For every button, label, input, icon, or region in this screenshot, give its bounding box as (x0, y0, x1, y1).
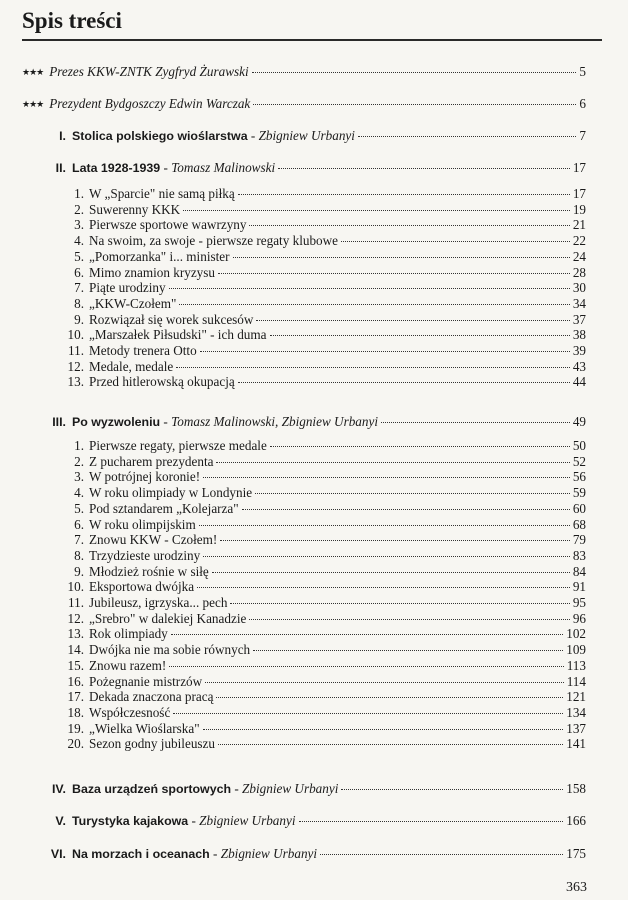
chapter-numeral: III. (52, 415, 66, 429)
subentry-title: Sezon godny jubileuszu (89, 736, 215, 752)
toc-subentry[interactable] (52, 658, 586, 673)
chapter-numeral: I. (59, 129, 66, 143)
toc-subentry[interactable] (52, 296, 586, 311)
subentry-title: Dwójka nie ma sobie równych (89, 642, 251, 658)
subentry-number: 4. (74, 485, 84, 501)
toc-page-number: 158 (566, 781, 586, 796)
subentry-number: 5. (74, 248, 84, 264)
dot-leader (341, 789, 563, 790)
dot-leader (216, 697, 563, 698)
subentry-number: 17. (67, 689, 84, 705)
toc-page-number: 39 (572, 343, 586, 358)
subentry-title: Piąte urodziny (89, 280, 166, 296)
dot-leader (212, 572, 570, 573)
subentry-number: 9. (74, 311, 84, 327)
chapter-title: Na morzach i oceanach (72, 847, 210, 861)
toc-page-number: 43 (572, 358, 586, 374)
stars-icon: ★★★ (22, 67, 44, 77)
subentry-number: 7. (74, 532, 84, 548)
toc-page-number: 30 (572, 280, 586, 296)
chapter-separator: - (247, 128, 259, 143)
toc-page-number: 22 (572, 233, 586, 249)
subentry-number: 4. (74, 233, 84, 249)
toc-page-number: 7 (579, 128, 586, 143)
subentry-number: 12. (67, 610, 84, 626)
dot-leader (218, 744, 563, 745)
subentry-title: Znowu razem! (89, 657, 167, 673)
toc-subentry[interactable] (52, 517, 586, 532)
dot-leader (218, 273, 570, 274)
subentry-title: W „Sparcie" nie samą piłką (89, 186, 235, 201)
chapter-author: Tomasz Malinowski (171, 160, 276, 175)
toc-subentry[interactable] (52, 642, 586, 657)
dot-leader (197, 587, 570, 588)
toc-subentry[interactable] (52, 721, 586, 736)
dot-leader (205, 682, 564, 683)
toc-page-number: 91 (572, 579, 586, 595)
toc-page-number: 5 (579, 64, 586, 79)
toc-subentry[interactable] (52, 438, 586, 453)
dot-leader (230, 603, 569, 604)
subentry-title: Przed hitlerowską okupacją (89, 374, 235, 390)
subentry-number: 19. (67, 720, 84, 736)
chapter-c6[interactable] (36, 846, 586, 862)
toc-entry-text: Prezes KKW-ZNTK Zygfryd Żurawski (49, 64, 249, 79)
toc-page-number: 21 (572, 217, 586, 233)
subentry-title: Dekada znaczona pracą (89, 689, 214, 705)
subentry-number: 1. (74, 186, 84, 201)
subentry-title: Młodzież rośnie w siłę (89, 563, 209, 579)
subentry-title: Pod sztandarem „Kolejarza" (89, 500, 239, 516)
dot-leader (270, 446, 570, 447)
subentry-title: Pierwsze sportowe wawrzyny (89, 217, 247, 233)
dot-leader (249, 619, 569, 620)
subentry-title: „KKW-Czołem" (89, 295, 177, 311)
toc-subentry[interactable] (52, 469, 586, 484)
dot-leader (256, 320, 569, 321)
toc-page-number: 56 (572, 469, 586, 485)
chapter-numeral: V. (55, 814, 66, 828)
dot-leader (358, 136, 576, 137)
toc-page-number: 83 (572, 547, 586, 563)
subentry-title: W roku olimpiady w Londynie (89, 485, 253, 501)
chapter-title: Lata 1928-1939 (72, 161, 161, 175)
subentry-number: 20. (67, 736, 84, 752)
subentry-title: Suwerenny KKK (89, 201, 181, 217)
subentry-number: 7. (74, 280, 84, 296)
subentry-title: Mimo znamion kryzysu (89, 264, 215, 280)
toc-page-number: 175 (566, 846, 586, 861)
toc-subentry[interactable] (52, 280, 586, 295)
subentry-number: 18. (67, 704, 84, 720)
toc-subentry[interactable] (52, 343, 586, 358)
chapter-title: Po wyzwoleniu (72, 415, 161, 429)
subentry-number: 8. (74, 547, 84, 563)
dot-leader (278, 168, 570, 169)
dot-leader (176, 367, 570, 368)
toc-page-number: 102 (566, 626, 586, 642)
subentry-title: W potrójnej koronie! (89, 469, 201, 485)
toc-subentry[interactable] (52, 359, 586, 374)
chapter-title: Baza urządzeń sportowych (72, 782, 232, 796)
toc-page-number: 141 (566, 736, 586, 752)
toc-page-number: 109 (566, 642, 586, 658)
toc-subentry[interactable] (52, 202, 586, 217)
chapter-title: Turystyka kajakowa (72, 814, 189, 828)
stars-icon: ★★★ (22, 99, 44, 109)
toc-page-number: 59 (572, 485, 586, 501)
chapter-author: Zbigniew Urbanyi (258, 128, 355, 143)
subentry-number: 5. (74, 500, 84, 516)
subentry-title: „Srebro" w dalekiej Kanadzie (89, 610, 247, 626)
dot-leader (173, 713, 563, 714)
dot-leader (341, 241, 570, 242)
chapter-separator: - (160, 160, 172, 175)
subentry-number: 2. (74, 453, 84, 469)
toc-subentry[interactable] (52, 217, 586, 232)
toc-page-number: 114 (566, 673, 586, 689)
chapter-numeral: VI. (50, 847, 66, 861)
subentry-title: Współczesność (89, 704, 171, 720)
toc-page-number: 28 (572, 264, 586, 280)
toc-page-number: 166 (566, 813, 586, 828)
subentry-number: 16. (67, 673, 84, 689)
toc-subentry[interactable] (52, 564, 586, 579)
dot-leader (179, 304, 569, 305)
dot-leader (200, 351, 570, 352)
chapter-author: Zbigniew Urbanyi (242, 781, 339, 796)
dot-leader (203, 556, 570, 557)
toc-subentry[interactable] (52, 233, 586, 248)
chapter-numeral: IV. (51, 782, 66, 796)
subentry-number: 11. (68, 595, 84, 610)
toc-page-number: 95 (572, 595, 586, 610)
toc-page-number: 52 (572, 453, 586, 469)
toc-page-number: 44 (572, 374, 586, 390)
toc-entry-president-city[interactable] (22, 96, 586, 113)
subentry-title: Rok olimpiady (89, 626, 168, 642)
toc-page-number: 137 (566, 720, 586, 736)
subentry-title: Metody trenera Otto (89, 343, 197, 358)
subentry-number: 9. (74, 563, 84, 579)
subentry-title: Na swoim, za swoje - pierwsze regaty klubowe (89, 233, 339, 249)
toc-subentry[interactable] (52, 705, 586, 720)
subentry-number: 8. (74, 295, 84, 311)
toc-subentry[interactable] (52, 454, 586, 469)
toc-subentry[interactable] (52, 579, 586, 594)
chapter-c3[interactable] (36, 414, 586, 430)
toc-page-number: 17 (572, 186, 586, 201)
toc-page-number: 17 (572, 160, 586, 175)
dot-leader (169, 666, 563, 667)
toc-page-number: 37 (572, 311, 586, 327)
toc-subentry[interactable] (52, 736, 586, 751)
dot-leader (299, 821, 564, 822)
chapter-separator: - (231, 781, 243, 796)
toc-page-number: 84 (572, 563, 586, 579)
dot-leader (242, 509, 570, 510)
subentry-title: Eksportowa dwójka (89, 579, 195, 595)
toc-subentry[interactable] (52, 249, 586, 264)
chapter-author: Tomasz Malinowski, Zbigniew Urbanyi (171, 414, 378, 429)
subentry-number: 12. (67, 358, 84, 374)
dot-leader (203, 729, 564, 730)
toc-subentry[interactable] (52, 548, 586, 563)
toc-page-number: 121 (566, 689, 586, 705)
toc-subentry[interactable] (52, 611, 586, 626)
subentry-title: „Wielka Wioślarska" (89, 720, 200, 736)
dot-leader (253, 650, 563, 651)
chapter-author: Zbigniew Urbanyi (199, 813, 296, 828)
toc-page-number: 79 (572, 532, 586, 548)
dot-leader (252, 72, 577, 73)
subentry-number: 2. (74, 201, 84, 217)
dot-leader (233, 257, 570, 258)
dot-leader (253, 104, 576, 105)
subentry-title: Jubileusz, igrzyska... pech (89, 595, 228, 610)
subentry-number: 10. (67, 327, 84, 343)
toc-page-number: 134 (566, 704, 586, 720)
subentry-title: „Marszałek Piłsudski" - ich duma (89, 327, 267, 343)
toc-subentry[interactable] (52, 626, 586, 641)
page-title: Spis treści (22, 8, 122, 33)
title-rule (22, 39, 602, 41)
chapter-title: Stolica polskiego wioślarstwa (72, 129, 248, 143)
dot-leader (171, 634, 563, 635)
dot-leader (220, 540, 570, 541)
subentry-title: Pożegnanie mistrzów (89, 673, 203, 689)
dot-leader (238, 194, 570, 195)
toc-subentry[interactable] (52, 532, 586, 547)
dot-leader (320, 854, 563, 855)
toc-subentry[interactable] (52, 374, 586, 389)
subentry-number: 3. (74, 469, 84, 485)
subentry-number: 14. (67, 642, 84, 658)
subentry-title: „Pomorzanka" i... minister (89, 248, 230, 264)
chapter-c4[interactable] (36, 781, 586, 797)
toc-page-number: 38 (572, 327, 586, 343)
toc-page-number: 96 (572, 610, 586, 626)
subentry-title: Pierwsze regaty, pierwsze medale (89, 438, 267, 453)
toc-page-number: 49 (572, 414, 586, 429)
dot-leader (183, 210, 570, 211)
subentry-title: Rozwiązał się worek sukcesów (89, 311, 254, 327)
dot-leader (249, 225, 569, 226)
toc-entry-president-kkw[interactable] (22, 64, 586, 81)
chapter-separator: - (209, 846, 221, 861)
toc-subentry[interactable] (52, 674, 586, 689)
subentry-number: 13. (67, 626, 84, 642)
chapter-separator: - (188, 813, 200, 828)
subentry-title: Trzydzieste urodziny (89, 547, 201, 563)
dot-leader (199, 525, 570, 526)
toc-subentry[interactable] (52, 485, 586, 500)
subentry-number: 10. (67, 579, 84, 595)
dot-leader (238, 382, 570, 383)
toc-subentry[interactable] (52, 327, 586, 342)
subentry-number: 6. (74, 516, 84, 532)
toc-page-number: 19 (572, 201, 586, 217)
toc-subentry[interactable] (52, 595, 586, 610)
toc-subentry[interactable] (52, 312, 586, 327)
chapter-author: Zbigniew Urbanyi (220, 846, 318, 861)
subentry-title: W roku olimpijskim (89, 516, 196, 532)
toc-page-number: 50 (572, 438, 586, 453)
toc-subentry[interactable] (52, 265, 586, 280)
dot-leader (216, 462, 569, 463)
toc-entry-text: Prezydent Bydgoszczy Edwin Warczak (49, 96, 251, 111)
subentry-number: 3. (74, 217, 84, 233)
toc-page-number: 68 (572, 516, 586, 532)
dot-leader (270, 335, 570, 336)
subentry-title: Medale, medale (89, 358, 174, 374)
dot-leader (203, 477, 570, 478)
toc-page-number: 60 (572, 500, 586, 516)
page-number: 363 (566, 880, 587, 895)
subentry-number: 11. (68, 343, 84, 358)
chapter-c1[interactable] (36, 128, 586, 144)
subentry-number: 15. (67, 657, 84, 673)
chapter-numeral: II. (55, 161, 66, 175)
subentry-title: Znowu KKW - Czołem! (89, 532, 218, 548)
toc-subentry[interactable] (52, 186, 586, 201)
dot-leader (255, 493, 570, 494)
subentry-title: Z pucharem prezydenta (89, 453, 214, 469)
chapter-c2[interactable] (36, 160, 586, 176)
chapter-c5[interactable] (36, 813, 586, 829)
dot-leader (169, 288, 570, 289)
subentry-number: 13. (67, 374, 84, 390)
toc-page-number: 34 (572, 295, 586, 311)
toc-page-number: 24 (572, 248, 586, 264)
toc-page-number: 113 (566, 657, 586, 673)
toc-subentry[interactable] (52, 689, 586, 704)
dot-leader (381, 422, 570, 423)
toc-page-number: 6 (579, 96, 586, 111)
chapter-separator: - (160, 414, 172, 429)
subentry-number: 6. (74, 264, 84, 280)
subentry-number: 1. (74, 438, 84, 453)
toc-subentry[interactable] (52, 501, 586, 516)
